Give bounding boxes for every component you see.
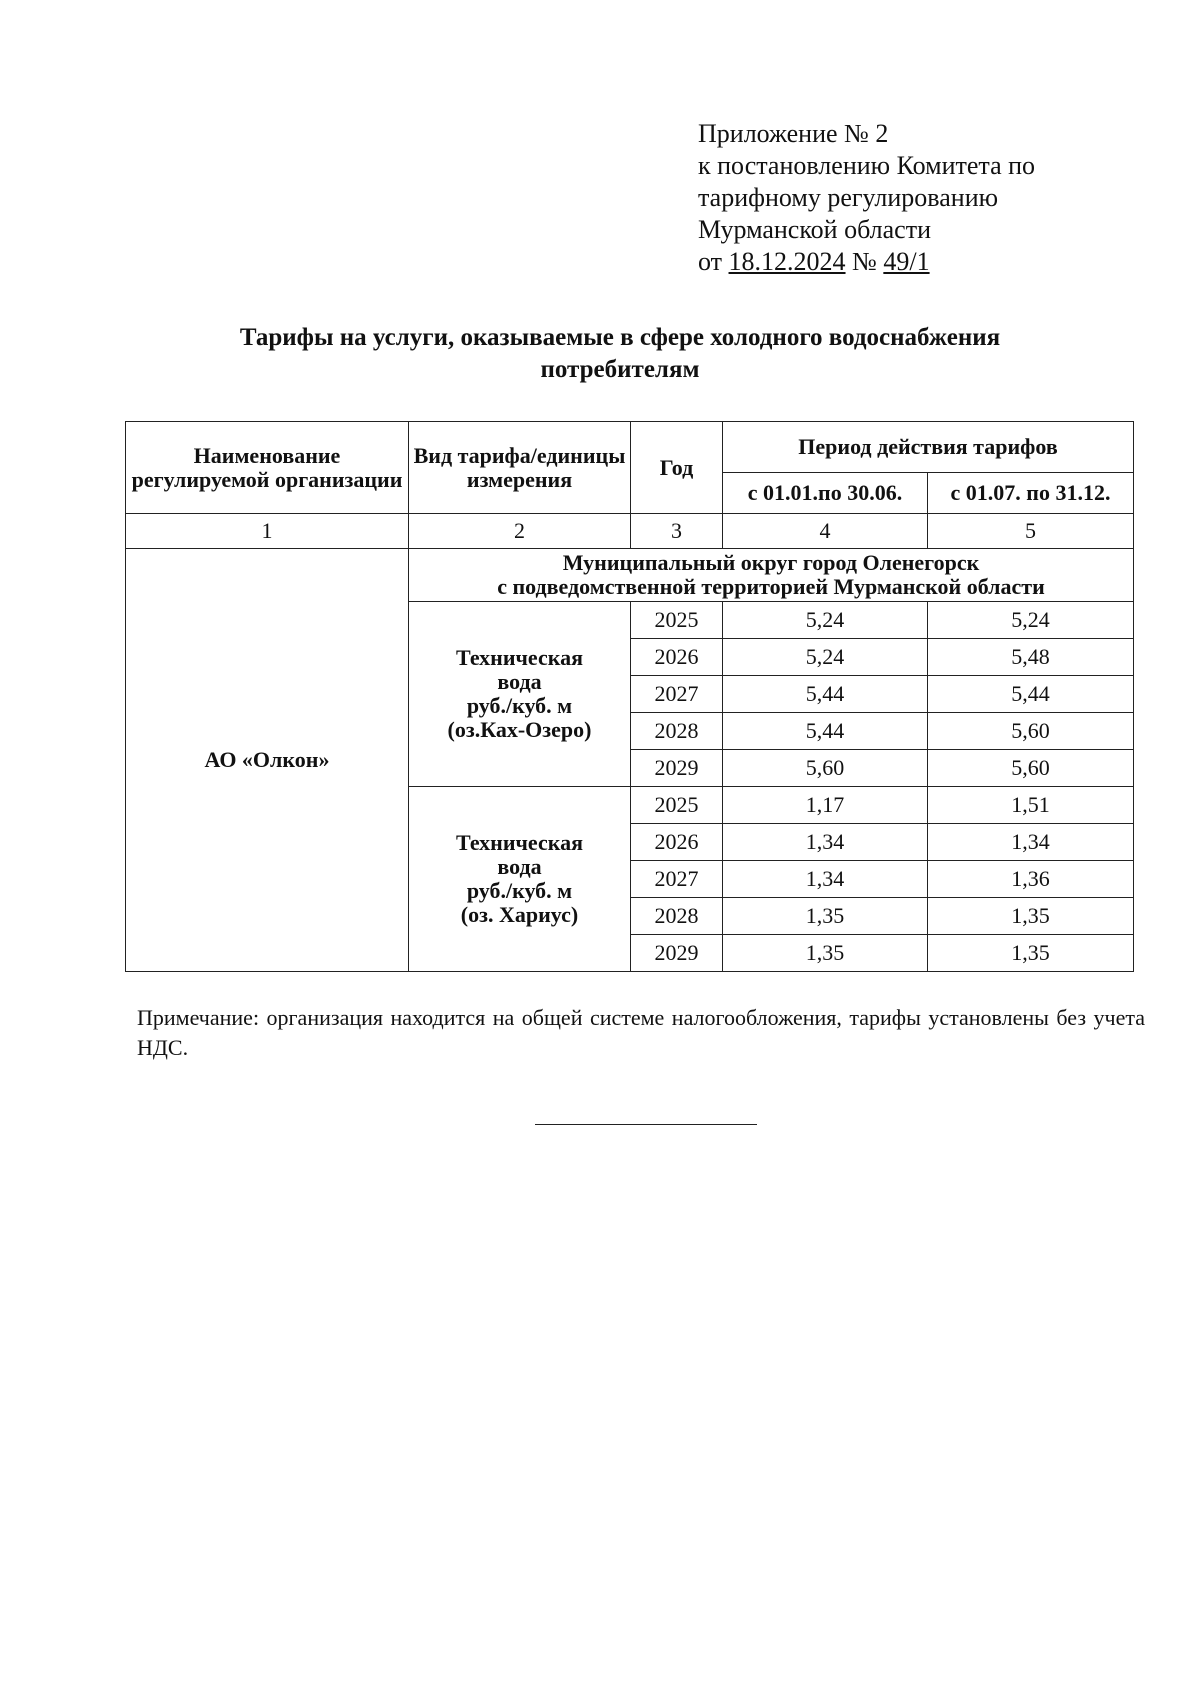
tariff-table xyxy=(125,421,1134,972)
year-cell: 2028 xyxy=(631,713,723,750)
tariff-first-half: 5,24 xyxy=(723,639,928,676)
year-cell: 2028 xyxy=(631,898,723,935)
tariff-second-half: 5,24 xyxy=(928,602,1134,639)
title-line-1: Тарифы на услуги, оказываемые в сфере холодного водоснабжения xyxy=(239,324,1001,351)
column-number: 2 xyxy=(409,514,631,549)
column-number: 3 xyxy=(631,514,723,549)
note-text: Примечание: организация находится на общей системе налогообложения, тарифы установлены без учета НДС. xyxy=(137,1005,1145,1060)
header-period-first-half: с 01.01.по 30.06. xyxy=(723,473,928,514)
tariff-second-half: 1,36 xyxy=(928,861,1134,898)
tariff-first-half: 1,35 xyxy=(723,935,928,972)
tariff-second-half: 5,60 xyxy=(928,750,1134,787)
tariff-unit: руб./куб. м xyxy=(466,693,573,718)
document-title xyxy=(120,322,1120,386)
tariff-type-cell xyxy=(409,602,631,787)
resolution-number: 49/1 xyxy=(883,247,930,276)
tariff-first-half: 1,34 xyxy=(723,824,928,861)
tariff-first-half: 5,44 xyxy=(723,676,928,713)
tariff-first-half: 5,24 xyxy=(723,602,928,639)
appendix-number: Приложение № 2 xyxy=(698,119,889,148)
district-row xyxy=(126,549,1134,602)
tariff-second-half: 1,34 xyxy=(928,824,1134,861)
header-organization: Наименование регулируемой организации xyxy=(126,422,409,514)
tariff-type-line: вода xyxy=(497,669,542,694)
closing-divider xyxy=(535,1124,757,1125)
year-cell: 2026 xyxy=(631,639,723,676)
tariff-second-half: 1,35 xyxy=(928,935,1134,972)
tariff-second-half: 1,51 xyxy=(928,787,1134,824)
tariff-type-cell xyxy=(409,787,631,972)
year-cell: 2026 xyxy=(631,824,723,861)
header-period-second-half: с 01.07. по 31.12. xyxy=(928,473,1134,514)
column-numbers-row xyxy=(126,514,1134,549)
tariff-second-half: 5,48 xyxy=(928,639,1134,676)
district-name xyxy=(409,549,1134,602)
title-line-2: потребителям xyxy=(540,356,700,383)
appendix-committee: тарифному регулированию xyxy=(698,183,999,212)
district-line-2: с подведомственной территорией Мурманской области xyxy=(497,574,1045,599)
tariff-first-half: 1,35 xyxy=(723,898,928,935)
header-period: Период действия тарифов xyxy=(723,422,1134,473)
date-prefix: от xyxy=(698,247,729,276)
column-number: 1 xyxy=(126,514,409,549)
tariff-first-half: 5,60 xyxy=(723,750,928,787)
tariff-type-line: Техническая xyxy=(456,645,583,670)
tariff-source: (оз. Хариус) xyxy=(460,902,579,927)
header-tariff-type: Вид тарифа/единицы измерения xyxy=(409,422,631,514)
tariff-first-half: 1,34 xyxy=(723,861,928,898)
appendix-reference xyxy=(698,118,1035,278)
year-cell: 2027 xyxy=(631,861,723,898)
organization-name: АО «Олкон» xyxy=(126,549,409,972)
number-prefix: № xyxy=(845,247,884,276)
tariff-second-half: 5,44 xyxy=(928,676,1134,713)
tariff-source: (оз.Ках-Озеро) xyxy=(447,717,592,742)
appendix-date-line xyxy=(698,246,1035,278)
appendix-resolution: к постановлению Комитета по xyxy=(698,151,1036,180)
tariff-unit: руб./куб. м xyxy=(466,878,573,903)
header-row xyxy=(126,422,1134,473)
year-cell: 2027 xyxy=(631,676,723,713)
header-year: Год xyxy=(631,422,723,514)
tariff-first-half: 1,17 xyxy=(723,787,928,824)
column-number: 5 xyxy=(928,514,1134,549)
column-number: 4 xyxy=(723,514,928,549)
tariff-type-line: Техническая xyxy=(456,830,583,855)
tariff-first-half: 5,44 xyxy=(723,713,928,750)
year-cell: 2025 xyxy=(631,602,723,639)
district-line-1: Муниципальный округ город Оленегорск xyxy=(562,550,980,575)
tariff-second-half: 5,60 xyxy=(928,713,1134,750)
year-cell: 2029 xyxy=(631,750,723,787)
resolution-date: 18.12.2024 xyxy=(728,247,846,276)
year-cell: 2029 xyxy=(631,935,723,972)
appendix-region: Мурманской области xyxy=(698,215,931,244)
year-cell: 2025 xyxy=(631,787,723,824)
tariff-type-line: вода xyxy=(497,854,542,879)
tariff-second-half: 1,35 xyxy=(928,898,1134,935)
